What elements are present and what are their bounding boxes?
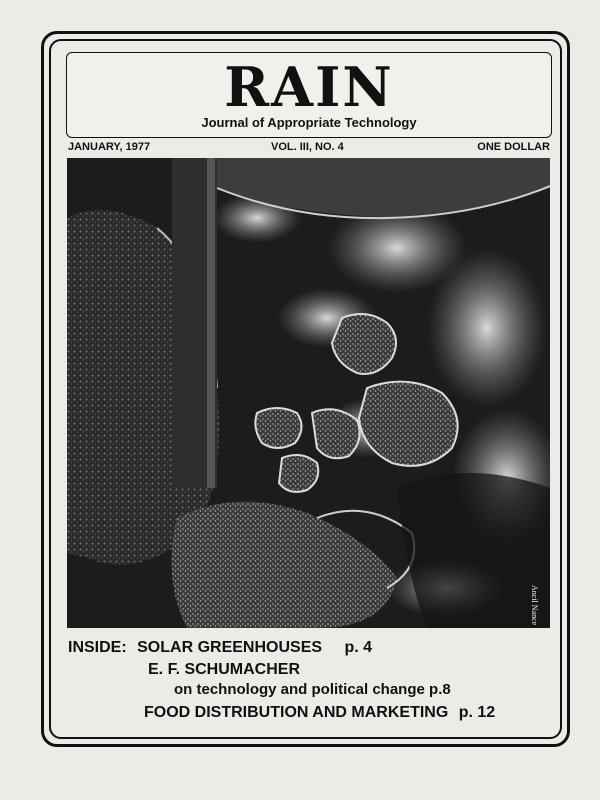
contents-item xyxy=(68,639,372,657)
contents-item-subtitle-line xyxy=(174,681,451,698)
magazine-title: RAIN xyxy=(224,55,394,119)
contents-item-title: E. F. SCHUMACHER xyxy=(148,661,301,678)
contents-item-page: p.8 xyxy=(429,681,451,698)
masthead xyxy=(66,52,552,138)
contents-item xyxy=(148,661,300,679)
cover-photo-illustration xyxy=(67,158,550,628)
issue-volume: VOL. III, NO. 4 xyxy=(271,141,344,153)
magazine-subtitle: Journal of Appropriate Technology xyxy=(201,115,417,130)
contents-item-title: FOOD DISTRIBUTION AND MARKETING xyxy=(144,704,449,721)
contents-item-page: p. 12 xyxy=(458,704,496,721)
contents-item-title: SOLAR GREENHOUSES xyxy=(137,639,323,656)
contents-label: INSIDE: xyxy=(68,639,127,656)
issue-info xyxy=(66,141,552,157)
contents-list xyxy=(66,634,556,734)
contents-item-page: p. 4 xyxy=(344,639,373,656)
issue-price: ONE DOLLAR xyxy=(477,141,550,153)
photo-credit: Ancil Nance xyxy=(530,585,539,626)
issue-date: JANUARY, 1977 xyxy=(68,141,151,153)
contents-item-subtitle: on technology and political change xyxy=(174,681,425,698)
contents-item xyxy=(144,704,495,722)
cover-photo xyxy=(67,158,550,628)
